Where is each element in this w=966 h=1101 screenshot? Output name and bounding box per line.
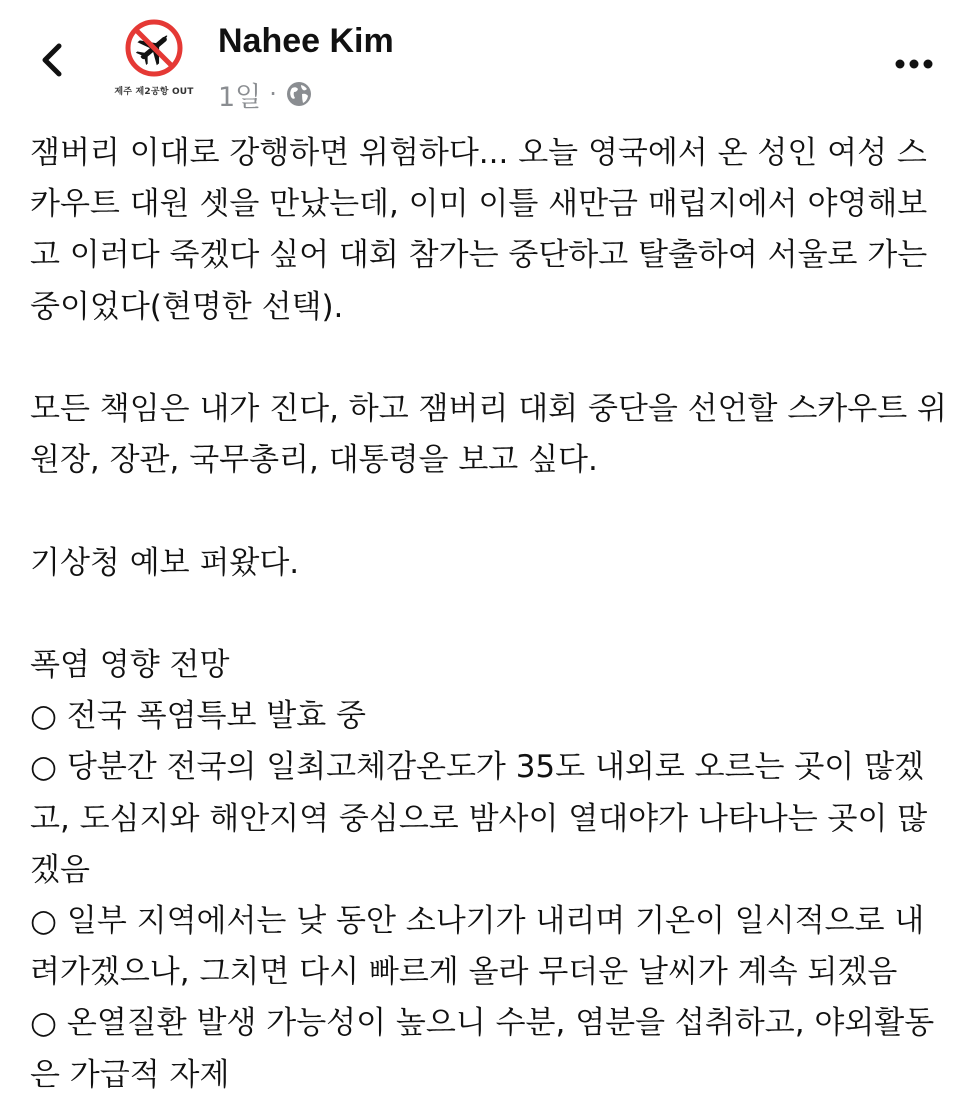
forecast-item: ○ 당분간 전국의 일최고체감온도가 35도 내외로 오르는 곳이 많겠고, 도심지와 해안지역 중심으로 밤사이 열대야가 나타나는 곳이 많겠음 — [30, 749, 928, 888]
back-button[interactable] — [30, 38, 74, 82]
meta-separator: · — [269, 80, 277, 108]
author-name[interactable]: Nahee Kim — [218, 22, 394, 60]
paragraph-gap — [30, 333, 950, 384]
post-header — [0, 0, 966, 120]
paragraph-gap — [30, 589, 950, 640]
forecast-item: ○ 전국 폭염특보 발효 중 — [30, 698, 366, 735]
post-timestamp[interactable]: 1일 — [218, 81, 262, 113]
globe-icon — [285, 80, 313, 108]
post-paragraph: 기상청 예보 퍼왔다. — [30, 544, 300, 581]
avatar[interactable] — [108, 16, 200, 108]
no-airplane-icon — [108, 16, 200, 84]
forecast-item: ○ 일부 지역에서는 낮 동안 소나기가 내리며 기온이 일시적으로 내려가겠으나, 그치면 다시 빠르게 올라 무더운 날씨가 계속 되겠음 — [30, 903, 925, 991]
forecast-title: 폭염 영향 전망 — [30, 646, 230, 683]
post-meta — [218, 74, 313, 114]
paragraph-gap — [30, 486, 950, 537]
avatar-caption: 제주 제2공항 OUT — [114, 87, 194, 97]
more-options-button[interactable] — [884, 44, 944, 84]
post-paragraph: 모든 책임은 내가 진다, 하고 잼버리 대회 중단을 선언할 스카우트 위원장, 장관, 국무총리, 대통령을 보고 싶다. — [30, 391, 947, 479]
forecast-item: ○ 온열질환 발생 가능성이 높으니 수분, 염분을 섭취하고, 야외활동은 가급적 자제 — [30, 1005, 935, 1093]
post-paragraph: 잼버리 이대로 강행하면 위험하다... 오늘 영국에서 온 성인 여성 스카우트 대원 셋을 만났는데, 이미 이틀 새만금 매립지에서 야영해보고 이러다 죽겠다 싶어 대회 참가는 중단하고 탈출하여 서울로 가는 중이었다(현명한 선택). — [30, 135, 938, 325]
post-body — [30, 128, 950, 1101]
chevron-left-icon — [37, 40, 67, 80]
more-horizontal-icon — [894, 58, 934, 70]
